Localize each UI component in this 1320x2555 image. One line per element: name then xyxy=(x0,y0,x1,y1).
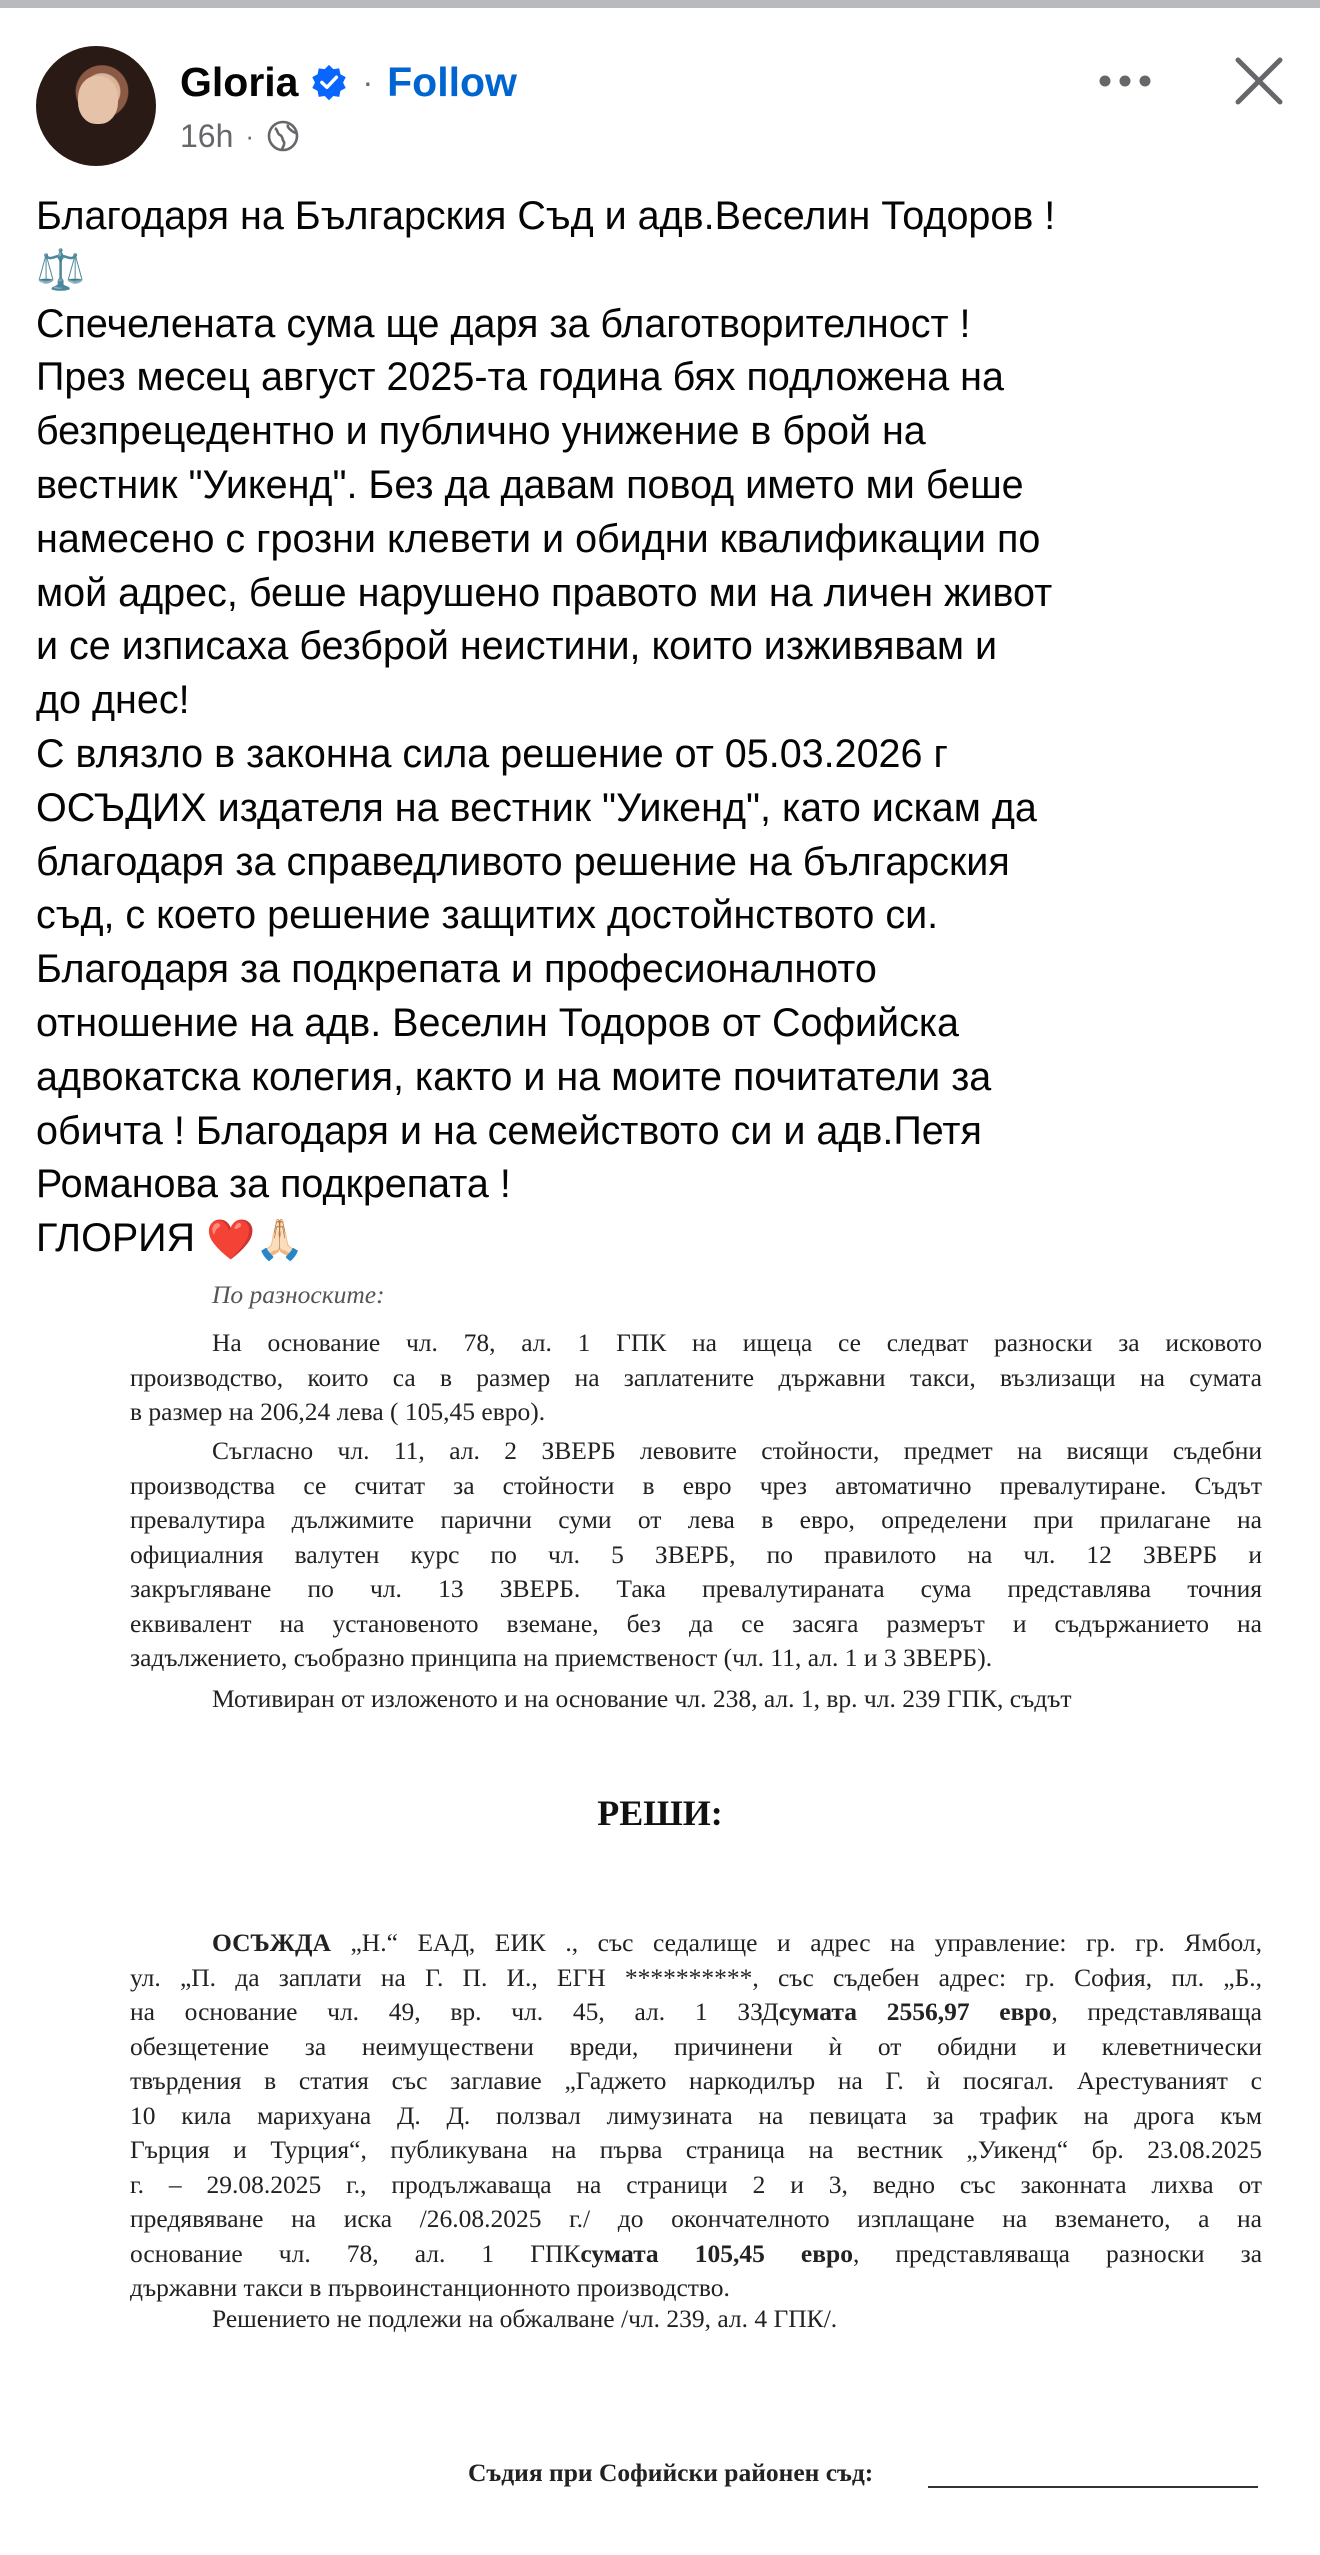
text-line: мой адрес, беше нарушено правото ми на личен живот xyxy=(36,570,1053,615)
doc-text: , представляваща разноски за xyxy=(852,2238,1263,2268)
text-line: адвокатска колегия, както и на моите почитатели за xyxy=(36,1054,992,1099)
text-line: С влязло в законна сила решение от 05.03.2026 г xyxy=(36,731,948,776)
text-line: обичта ! Благодаря и на семейството си и адв.Петя xyxy=(36,1108,982,1153)
doc-text: на основание чл. 49, вр. чл. 45, ал. 1 ЗЗД xyxy=(130,1997,779,2026)
doc-line: в размер на 206,24 лева ( 105,45 евро). xyxy=(130,1397,546,1426)
meta-separator: · xyxy=(245,120,255,151)
text-line: вестник "Уикенд". Без да давам повод името ми беше xyxy=(36,462,1024,507)
more-options-icon xyxy=(1098,74,1152,88)
text-line: отношение на адв. Веселин Тодоров от Софийска xyxy=(36,1000,959,1045)
doc-text: „Н.“ ЕАД, ЕИК ., със седалище и адрес на управление: гр. гр. Ямбол, xyxy=(330,1928,1262,1957)
doc-line: производства се считат за стойности в евро чрез автоматично превалутиране. Съдът xyxy=(130,1470,1262,1500)
top-divider xyxy=(0,0,1320,8)
verified-badge-icon xyxy=(310,63,348,101)
doc-line: г. – 29.08.2025 г., продължаваща на страници 2 и 3, ведно със законната лихва от xyxy=(130,2169,1262,2199)
doc-line: производство, които са в размер на заплатените държавни такси, възлизащи на сумата xyxy=(130,1362,1262,1392)
doc-text: , представляваща xyxy=(1051,1997,1262,2026)
text-line: Спечелената сума ще даря за благотворителност ! xyxy=(36,301,971,346)
doc-final-note: Решението не подлежи на обжалване /чл. 239, ал. 4 ГПК/. xyxy=(212,2304,838,2333)
doc-line: На основание чл. 78, ал. 1 ГПК на ищеца се следват разноски за исковото xyxy=(212,1328,1262,1357)
close-icon[interactable] xyxy=(1226,48,1292,114)
doc-line: ул. „П. да заплати на Г. П. И., ЕГН **********, със съдебен адрес: гр. София, пл. „Б., xyxy=(130,1962,1262,1992)
doc-line: 10 кила марихуана Д. Д. ползвал лимузината на певицата за трафик на дрога към xyxy=(130,2100,1262,2130)
text-line: Благодаря на Българския Съд и адв.Веселин Тодоров ! xyxy=(36,194,1056,238)
court-document-image[interactable] xyxy=(0,1280,1320,2555)
doc-line xyxy=(130,2237,1262,2272)
doc-bold: сумата 2556,97 евро xyxy=(778,1997,1052,2026)
doc-ruling-heading: РЕШИ: xyxy=(597,1793,723,1833)
doc-bold: сумата 105,45 евро xyxy=(580,2238,853,2268)
doc-line xyxy=(130,1926,1262,1961)
post-header xyxy=(36,46,1286,166)
doc-line: твърдения в статия със заглавие „Гаджето наркодилър на Г. ѝ посягал. Арестуваният с xyxy=(130,2066,1262,2095)
text-line: до днес! xyxy=(36,678,190,723)
text-line: Романова за подкрепата ! xyxy=(36,1162,511,1207)
doc-line: държавни такси в първоинстанционното производство. xyxy=(130,2273,730,2302)
doc-line: Съгласно чл. 11, ал. 2 ЗВЕРБ левовите стойности, предмет на висящи съдебни xyxy=(212,1436,1262,1465)
doc-bold: ОСЪЖДА xyxy=(212,1928,331,1957)
text-line: безпрецедентно и публично унижение в брой на xyxy=(36,409,926,454)
text-line: намесено с грозни клевети и обидни квалификации по xyxy=(36,516,1041,561)
signature-text: ГЛОРИЯ xyxy=(36,1216,196,1261)
doc-motivation: Мотивиран от изложеното и на основание чл. 238, ал. 1, вр. чл. 239 ГПК, съдът xyxy=(212,1684,1072,1713)
text-line: и се изписаха безброй неистини, които изживявам и xyxy=(36,624,998,669)
text-line: Благодаря за подкрепата и професионалното xyxy=(36,947,877,992)
doc-paragraph-conversion xyxy=(130,1434,1262,1676)
author-name[interactable]: Gloria xyxy=(180,58,299,105)
signature-line xyxy=(36,1212,1296,1267)
doc-cut-heading: По разноските: xyxy=(212,1280,385,1309)
globe-icon xyxy=(266,119,300,153)
doc-ruling-text xyxy=(130,1926,1262,2306)
doc-line xyxy=(130,1995,1262,2030)
heart-pray-emoji: ❤️🙏🏻 xyxy=(206,1217,305,1262)
signature-line xyxy=(928,2486,1258,2488)
doc-signature-label: Съдия при Софийски районен съд: xyxy=(468,2458,874,2487)
text-line: съд, с което решение защитих достойнството си. xyxy=(36,893,939,938)
post-message xyxy=(36,190,1296,1268)
doc-paragraph-costs xyxy=(130,1326,1262,1430)
doc-line: официалния валутен курс по чл. 5 ЗВЕРБ, по правилото на чл. 12 ЗВЕРБ и xyxy=(130,1539,1262,1569)
avatar[interactable] xyxy=(36,46,156,166)
doc-line: превалутира дължимите парични суми от лева в евро, определени при прилагане на xyxy=(130,1505,1262,1534)
doc-text: основание чл. 78, ал. 1 ГПК xyxy=(130,2238,581,2268)
doc-line: предявяване на иска /26.08.2025 г./ до окончателното изплащане на вземането, а на xyxy=(130,2204,1262,2233)
doc-line: закръгляване по чл. 13 ЗВЕРБ. Така превалутираната сума представлява точния xyxy=(130,1574,1262,1603)
follow-button[interactable]: Follow xyxy=(387,58,517,105)
text-line: ОСЪДИХ издателя на вестник "Уикенд", като искам да xyxy=(36,785,1037,830)
author-row xyxy=(180,54,517,110)
doc-line: задължението, съобразно принципа на приемственост (чл. 11, ал. 1 и 3 ЗВЕРБ). xyxy=(130,1643,993,1672)
post-meta xyxy=(180,114,300,158)
separator-dot: · xyxy=(362,63,374,100)
more-options-button[interactable] xyxy=(1090,56,1160,106)
text-line: През месец август 2025-та година бях подложена на xyxy=(36,355,1004,400)
doc-line: еквивалент на установеното вземане, без да се засяга размерът и съдържанието на xyxy=(130,1608,1262,1638)
doc-line: обезщетение за неимуществени вреди, причинени ѝ от обидни и клеветнически xyxy=(130,2031,1262,2061)
doc-line: Гърция и Турция“, публикувана на първа страница на вестник „Уикенд“ бр. 23.08.2025 xyxy=(130,2135,1262,2164)
post-timestamp[interactable]: 16h xyxy=(180,117,234,154)
scales-emoji: ⚖️ xyxy=(36,247,86,292)
text-line: благодаря за справедливото решение на българския xyxy=(36,839,1010,884)
